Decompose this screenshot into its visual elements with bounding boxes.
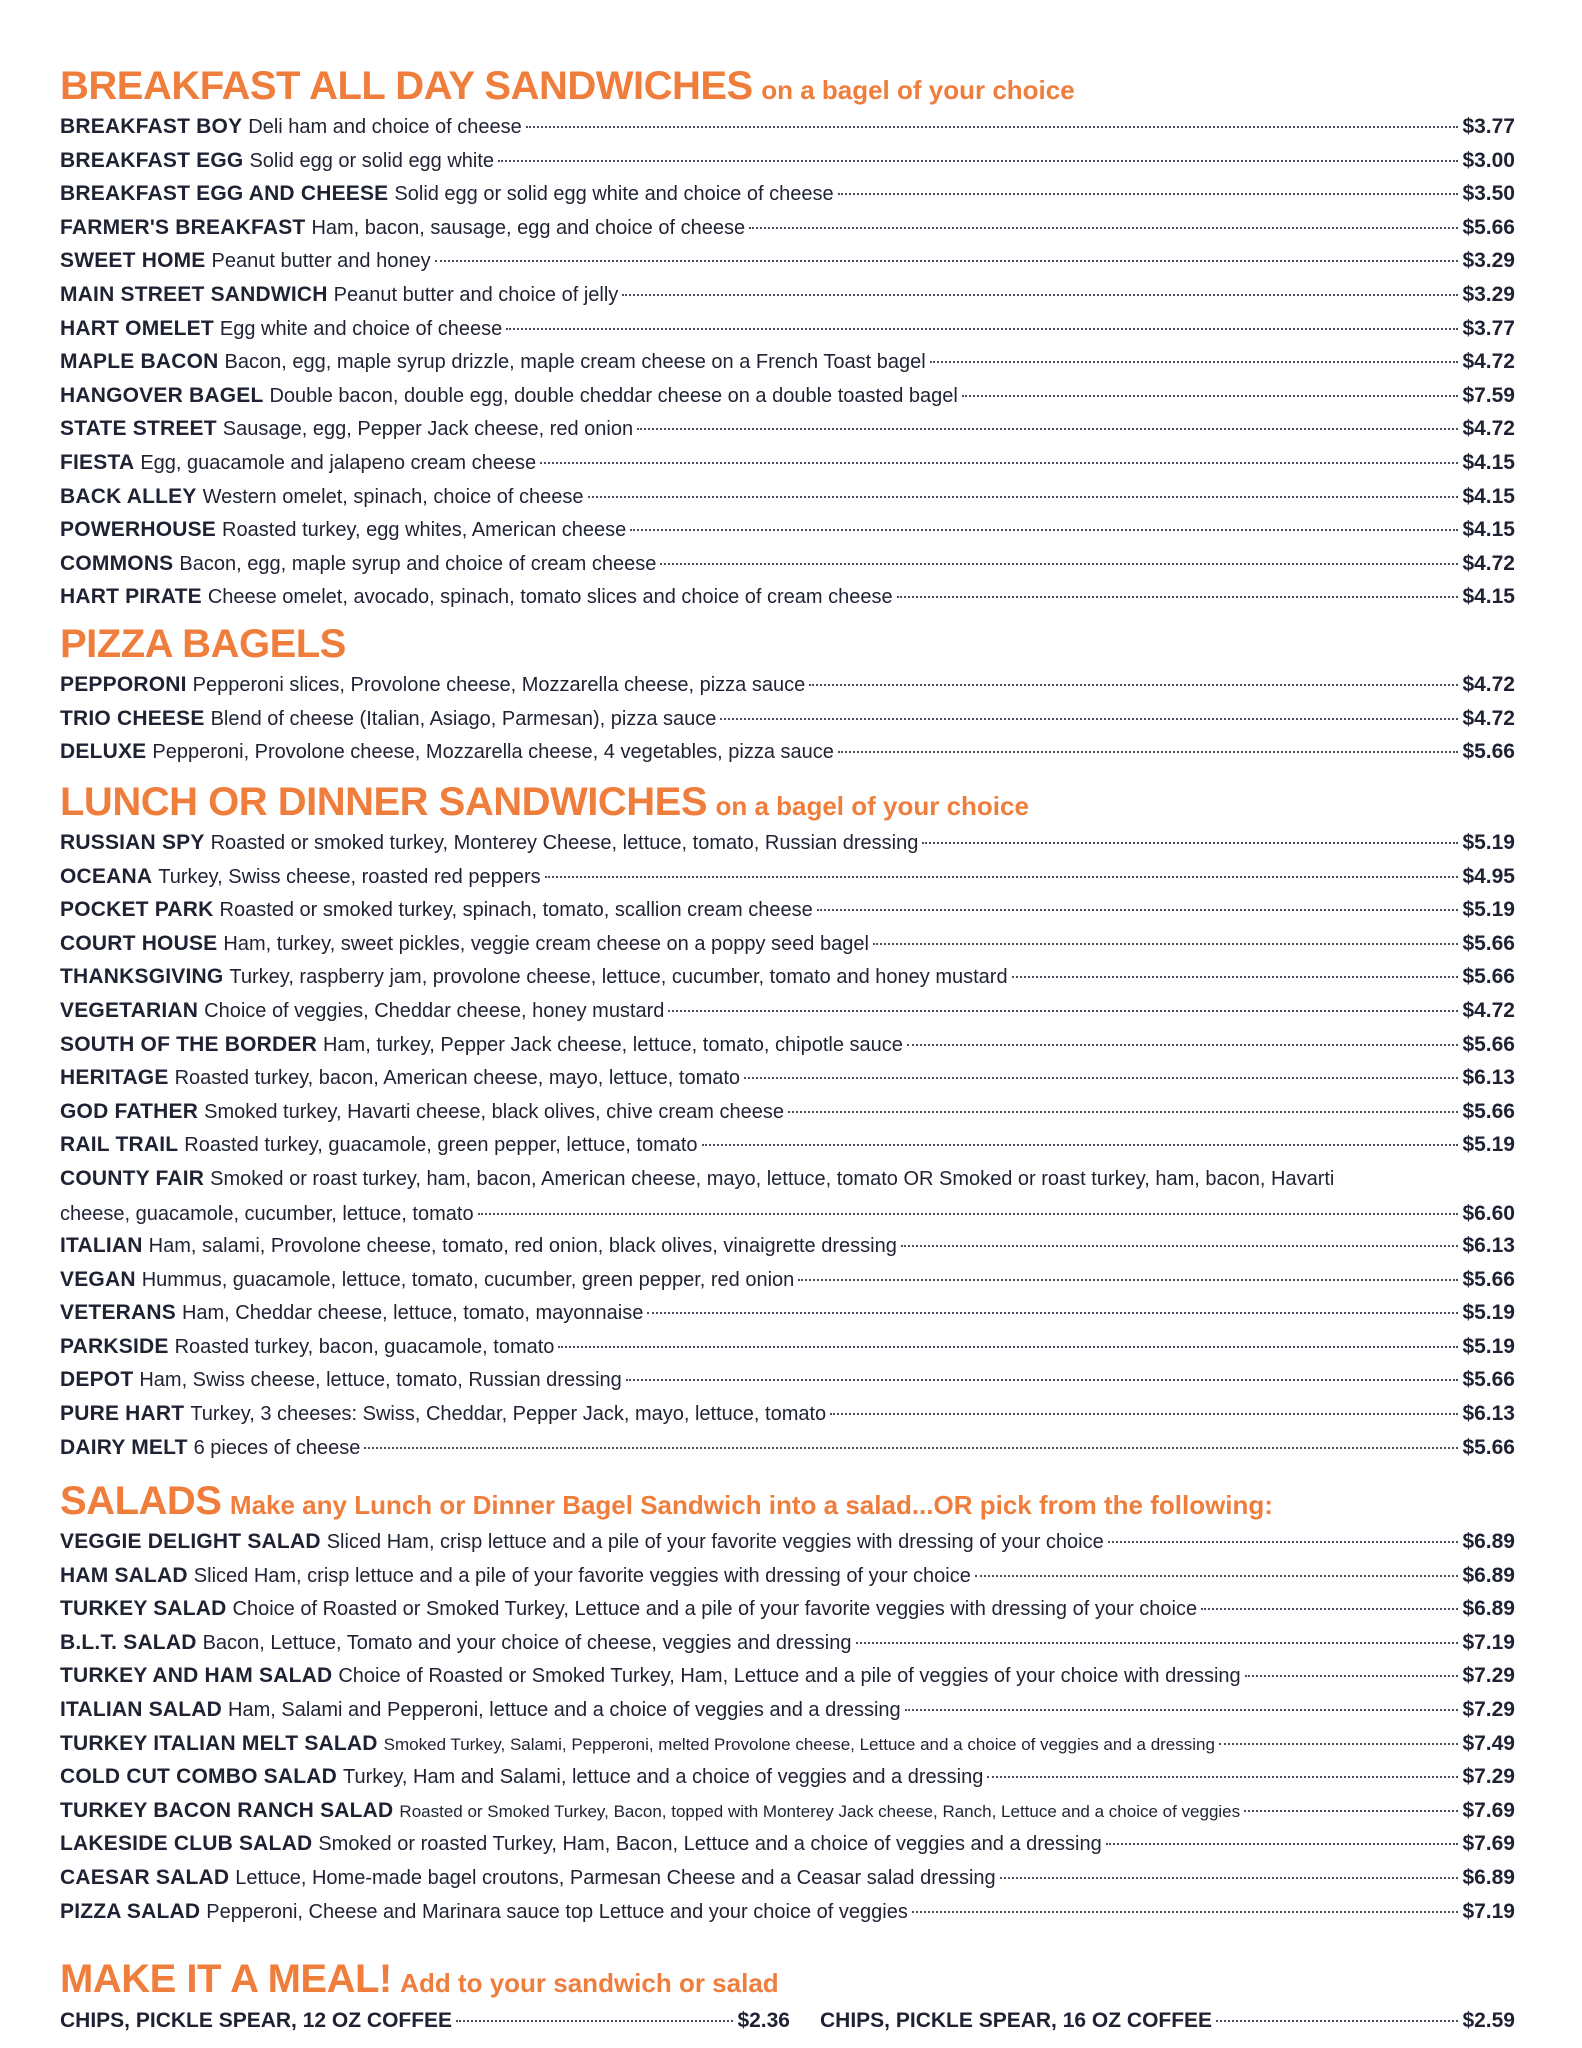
item-price: $5.66 xyxy=(1462,215,1515,239)
section-title: SALADS xyxy=(60,1479,222,1523)
menu-item xyxy=(60,1296,1515,1330)
item-name: ITALIAN SALAD xyxy=(60,1697,223,1721)
item-name: VETERANS xyxy=(60,1301,176,1325)
item-name: PIZZA SALAD xyxy=(60,1899,201,1923)
item-description: Peanut butter and honey xyxy=(211,250,431,273)
item-price: $4.72 xyxy=(1462,998,1515,1022)
item-description: Roasted or smoked turkey, Monterey Cheese, lettuce, tomato, Russian dressing xyxy=(210,832,919,854)
item-name: POWERHOUSE xyxy=(60,518,217,542)
dot-leader xyxy=(901,1245,1459,1247)
item-price: $4.15 xyxy=(1462,518,1515,542)
item-description: Turkey, 3 cheeses: Swiss, Cheddar, Pepper Jack, mayo, lettuce, tomato xyxy=(190,1402,827,1425)
item-description: Ham, salami, Provolone cheese, tomato, red onion, black olives, vinaigrette dressing xyxy=(148,1234,897,1257)
item-description: Choice of Roasted or Smoked Turkey, Ham, Lettuce and a pile of veggies of your choice with dressing xyxy=(338,1665,1241,1688)
item-name: FIESTA xyxy=(60,450,135,474)
menu-item xyxy=(60,144,1515,178)
item-name: FARMER'S BREAKFAST xyxy=(60,215,306,239)
item-name: COURT HOUSE xyxy=(60,931,218,955)
item-name: BREAKFAST BOY xyxy=(60,115,243,138)
item-description: Roasted turkey, egg whites, American cheese xyxy=(222,519,627,542)
item-price: $6.89 xyxy=(1462,1530,1515,1553)
menu-item xyxy=(60,1431,1515,1465)
meal-option-price: $2.36 xyxy=(737,2009,790,2032)
item-name: COUNTY FAIR xyxy=(60,1166,205,1190)
dot-leader xyxy=(1108,1541,1459,1543)
item-price: $6.13 xyxy=(1462,1066,1515,1090)
item-price: $4.72 xyxy=(1462,417,1515,441)
item-description: Smoked or roasted Turkey, Ham, Bacon, Lettuce and a choice of veggies and a dressing xyxy=(318,1833,1102,1856)
item-price: $5.66 xyxy=(1462,965,1515,989)
menu-item xyxy=(60,960,1515,994)
dot-leader xyxy=(1216,2020,1458,2022)
item-price: $4.15 xyxy=(1462,450,1515,474)
item-name: BREAKFAST EGG AND CHEESE xyxy=(60,182,389,206)
menu-item xyxy=(60,927,1515,961)
meal-option xyxy=(820,2003,1515,2039)
section-header xyxy=(60,620,1515,668)
item-description: Roasted turkey, guacamole, green pepper, lettuce, tomato xyxy=(184,1134,698,1157)
item-description: Turkey, raspberry jam, provolone cheese, lettuce, cucumber, tomato and honey mustard xyxy=(229,966,1008,989)
item-list xyxy=(60,668,1515,769)
item-list xyxy=(60,1525,1515,1928)
dot-leader xyxy=(435,260,1459,262)
menu-item xyxy=(60,1397,1515,1431)
item-name: COLD CUT COMBO SALAD xyxy=(60,1765,337,1789)
dot-leader xyxy=(647,1312,1458,1314)
item-description-cont: cheese, guacamole, cucumber, lettuce, tomato xyxy=(60,1202,474,1225)
item-price: $6.13 xyxy=(1462,1233,1515,1257)
item-name: ITALIAN xyxy=(60,1233,143,1257)
dot-leader xyxy=(626,1379,1459,1381)
section-title: LUNCH OR DINNER SANDWICHES xyxy=(60,780,707,824)
item-description: Lettuce, Home-made bagel croutons, Parmesan Cheese and a Ceasar salad dressing xyxy=(235,1866,996,1889)
dot-leader xyxy=(660,563,1458,565)
dot-leader xyxy=(668,1010,1458,1012)
dot-leader xyxy=(897,596,1459,598)
dot-leader xyxy=(912,1911,1459,1913)
menu-item xyxy=(60,244,1515,278)
item-price: $5.66 xyxy=(1462,1099,1515,1123)
section-lunch-dinner xyxy=(60,778,1515,1464)
meal-option-label: CHIPS, PICKLE SPEAR, 16 OZ COFFEE xyxy=(820,2009,1213,2032)
item-price: $3.77 xyxy=(1462,316,1515,340)
dot-leader xyxy=(364,1447,1458,1449)
item-name: TRIO CHEESE xyxy=(60,706,205,730)
menu-item xyxy=(60,994,1515,1028)
menu-item xyxy=(60,379,1515,413)
dot-leader xyxy=(1106,1843,1459,1845)
menu-item xyxy=(60,1363,1515,1397)
menu-item xyxy=(60,1827,1515,1861)
menu-item xyxy=(60,177,1515,211)
menu-item xyxy=(60,1659,1515,1693)
dot-leader xyxy=(1219,1743,1458,1745)
item-description: Solid egg or solid egg white and choice of cheese xyxy=(394,183,834,206)
dot-leader xyxy=(630,529,1458,531)
item-name: PEPPORONI xyxy=(60,673,187,696)
item-name: RUSSIAN SPY xyxy=(60,831,205,854)
item-price: $6.89 xyxy=(1462,1865,1515,1889)
item-price: $4.95 xyxy=(1462,864,1515,888)
dot-leader xyxy=(540,462,1458,464)
section-header xyxy=(60,62,1515,110)
item-description: Choice of veggies, Cheddar cheese, honey mustard xyxy=(204,999,665,1022)
item-name: VEGGIE DELIGHT SALAD xyxy=(60,1530,321,1553)
item-name: PARKSIDE xyxy=(60,1334,169,1358)
dot-leader xyxy=(962,395,1459,397)
item-price: $6.89 xyxy=(1462,1597,1515,1621)
menu-item xyxy=(60,668,1515,702)
menu-item xyxy=(60,278,1515,312)
section-title: MAKE IT A MEAL! xyxy=(60,1957,392,2001)
item-price: $7.29 xyxy=(1462,1664,1515,1688)
menu-item xyxy=(60,1861,1515,1895)
dot-leader xyxy=(526,126,1459,128)
menu-item xyxy=(60,110,1515,144)
item-name: B.L.T. SALAD xyxy=(60,1630,197,1654)
item-description: Deli ham and choice of cheese xyxy=(248,116,522,138)
dot-leader xyxy=(456,2020,733,2022)
dot-leader xyxy=(905,1709,1459,1711)
dot-leader xyxy=(720,718,1458,720)
dot-leader xyxy=(987,1776,1458,1778)
item-name: SWEET HOME xyxy=(60,249,206,273)
item-name: RAIL TRAIL xyxy=(60,1133,179,1157)
item-description: Turkey, Ham and Salami, lettuce and a choice of veggies and a dressing xyxy=(342,1766,984,1789)
menu-item xyxy=(60,1095,1515,1129)
menu-item xyxy=(60,480,1515,514)
item-price: $7.69 xyxy=(1462,1798,1515,1822)
section-make-it-a-meal xyxy=(60,1955,1515,2039)
item-line xyxy=(60,1162,1515,1197)
item-description: Roasted turkey, bacon, American cheese, mayo, lettuce, tomato xyxy=(174,1067,741,1090)
item-price: $7.49 xyxy=(1462,1731,1515,1755)
dot-leader xyxy=(817,909,1459,911)
item-price: $5.66 xyxy=(1462,740,1515,764)
dot-leader xyxy=(498,160,1458,162)
item-name: HERITAGE xyxy=(60,1066,169,1090)
menu-item xyxy=(60,446,1515,480)
item-description: Blend of cheese (Italian, Asiago, Parmesan), pizza sauce xyxy=(210,707,717,730)
menu-item xyxy=(60,580,1515,614)
menu-item xyxy=(60,412,1515,446)
item-description: Western omelet, spinach, choice of cheese xyxy=(202,485,584,508)
item-price: $4.15 xyxy=(1462,484,1515,508)
menu-item xyxy=(60,702,1515,736)
dot-leader xyxy=(1201,1608,1458,1610)
item-description: Turkey, Swiss cheese, roasted red peppers xyxy=(158,865,541,888)
item-line xyxy=(60,1197,1515,1232)
item-description: Sausage, egg, Pepper Jack cheese, red onion xyxy=(222,418,634,441)
menu-item xyxy=(60,1330,1515,1364)
menu-item xyxy=(60,1559,1515,1593)
item-description: Peanut butter and choice of jelly xyxy=(333,283,619,306)
meal-option xyxy=(60,2003,790,2039)
item-description: Ham, bacon, sausage, egg and choice of cheese xyxy=(311,216,746,239)
dot-leader xyxy=(838,193,1459,195)
item-price: $7.19 xyxy=(1462,1899,1515,1923)
menu-item xyxy=(60,826,1515,860)
section-title: BREAKFAST ALL DAY SANDWICHES xyxy=(60,64,753,108)
menu-item xyxy=(60,1626,1515,1660)
item-name: HANGOVER BAGEL xyxy=(60,383,264,407)
item-price: $7.29 xyxy=(1462,1697,1515,1721)
dot-leader xyxy=(922,842,1458,844)
item-price: $4.15 xyxy=(1462,585,1515,609)
item-description: Pepperoni, Provolone cheese, Mozzarella cheese, 4 vegetables, pizza sauce xyxy=(152,741,834,764)
item-description: Pepperoni, Cheese and Marinara sauce top Lettuce and your choice of veggies xyxy=(206,1900,908,1923)
section-salads xyxy=(60,1477,1515,1928)
section-subtitle: on a bagel of your choice xyxy=(715,791,1029,821)
meal-options xyxy=(60,2003,1515,2039)
item-description: Cheese omelet, avocado, spinach, tomato slices and choice of cream cheese xyxy=(207,586,893,609)
item-price: $7.59 xyxy=(1462,383,1515,407)
menu-item xyxy=(60,513,1515,547)
dot-leader xyxy=(588,496,1459,498)
item-price: $3.77 xyxy=(1462,115,1515,138)
item-name: BREAKFAST EGG xyxy=(60,148,244,172)
item-name: DEPOT xyxy=(60,1368,134,1392)
item-price: $4.72 xyxy=(1462,350,1515,374)
item-price: $5.19 xyxy=(1462,1301,1515,1325)
item-list xyxy=(60,826,1515,1464)
dot-leader xyxy=(558,1346,1458,1348)
dot-leader xyxy=(809,684,1458,686)
item-name: TURKEY SALAD xyxy=(60,1597,227,1621)
item-description: Pepperoni slices, Provolone cheese, Mozzarella cheese, pizza sauce xyxy=(192,674,806,696)
dot-leader xyxy=(637,428,1458,430)
item-name: BACK ALLEY xyxy=(60,484,197,508)
item-description: Smoked turkey, Havarti cheese, black olives, chive cream cheese xyxy=(204,1100,785,1123)
item-description: Ham, Salami and Pepperoni, lettuce and a choice of veggies and a dressing xyxy=(228,1698,901,1721)
item-price: $7.69 xyxy=(1462,1832,1515,1856)
item-description: Roasted turkey, bacon, guacamole, tomato xyxy=(174,1335,555,1358)
menu-item xyxy=(60,1727,1515,1761)
dot-leader xyxy=(1000,1877,1459,1879)
menu-item xyxy=(60,735,1515,769)
item-name: VEGETARIAN xyxy=(60,998,199,1022)
menu-item xyxy=(60,1028,1515,1062)
dot-leader xyxy=(930,361,1459,363)
item-price: $5.19 xyxy=(1462,1334,1515,1358)
dot-leader xyxy=(1245,1675,1459,1677)
item-description: Sliced Ham, crisp lettuce and a pile of your favorite veggies with dressing of your choice xyxy=(326,1531,1104,1553)
item-description: Sliced Ham, crisp lettuce and a pile of your favorite veggies with dressing of your choice xyxy=(193,1564,971,1587)
section-pizza-bagels xyxy=(60,620,1515,769)
section-header xyxy=(60,1477,1515,1525)
dot-leader xyxy=(702,1144,1459,1146)
item-price: $5.19 xyxy=(1462,1133,1515,1157)
section-header xyxy=(60,1955,1515,2003)
item-name: STATE STREET xyxy=(60,417,217,441)
item-price: $5.66 xyxy=(1462,1267,1515,1291)
item-price: $3.29 xyxy=(1462,249,1515,273)
dot-leader xyxy=(506,328,1458,330)
menu-item xyxy=(60,860,1515,894)
item-description: Roasted or Smoked Turkey, Bacon, topped with Monterey Jack cheese, Ranch, Lettuce and a choice of veggies xyxy=(399,1801,1241,1821)
item-description: Bacon, Lettuce, Tomato and your choice of cheese, veggies and dressing xyxy=(202,1631,852,1654)
dot-leader xyxy=(478,1213,1459,1215)
item-name: CAESAR SALAD xyxy=(60,1865,230,1889)
item-price: $3.00 xyxy=(1462,148,1515,172)
item-name: OCEANA xyxy=(60,864,153,888)
item-description: Egg white and choice of cheese xyxy=(219,317,503,340)
item-price: $5.19 xyxy=(1462,898,1515,922)
dot-leader xyxy=(1244,1810,1458,1812)
section-breakfast xyxy=(60,62,1515,614)
item-description: Smoked Turkey, Salami, Pepperoni, melted Provolone cheese, Lettuce and a choice of veggies and a dressing xyxy=(383,1734,1215,1754)
menu-item xyxy=(60,211,1515,245)
item-name: SOUTH OF THE BORDER xyxy=(60,1032,317,1056)
section-subtitle: Add to your sandwich or salad xyxy=(400,1968,779,1998)
menu-item xyxy=(60,893,1515,927)
item-name: HART OMELET xyxy=(60,316,214,340)
item-price: $6.89 xyxy=(1462,1563,1515,1587)
item-list xyxy=(60,110,1515,614)
item-price: $6.60 xyxy=(1462,1201,1515,1225)
menu-item xyxy=(60,1592,1515,1626)
menu-item xyxy=(60,1794,1515,1828)
section-title: PIZZA BAGELS xyxy=(60,622,346,666)
item-name: DAIRY MELT xyxy=(60,1435,188,1459)
dot-leader xyxy=(545,876,1459,878)
item-price: $7.29 xyxy=(1462,1765,1515,1789)
item-name: TURKEY ITALIAN MELT SALAD xyxy=(60,1731,378,1755)
item-name: TURKEY BACON RANCH SALAD xyxy=(60,1798,394,1822)
meal-option-label: CHIPS, PICKLE SPEAR, 12 OZ COFFEE xyxy=(60,2009,453,2032)
section-subtitle: Make any Lunch or Dinner Bagel Sandwich into a salad...OR pick from the following: xyxy=(229,1490,1273,1520)
dot-leader xyxy=(907,1044,1459,1046)
item-price: $6.13 xyxy=(1462,1401,1515,1425)
item-description: Double bacon, double egg, double cheddar cheese on a double toasted bagel xyxy=(269,384,958,407)
item-description: Ham, Cheddar cheese, lettuce, tomato, mayonnaise xyxy=(181,1302,644,1325)
item-price: $4.72 xyxy=(1462,673,1515,696)
menu-item xyxy=(60,1693,1515,1727)
item-description: Smoked or roast turkey, ham, bacon, American cheese, mayo, lettuce, tomato OR Smoked or roast turkey, ham, bacon, Havarti xyxy=(210,1167,1335,1190)
item-description: Egg, guacamole and jalapeno cream cheese xyxy=(140,451,537,474)
dot-leader xyxy=(744,1077,1458,1079)
item-name: COMMONS xyxy=(60,551,174,575)
dot-leader xyxy=(975,1575,1459,1577)
item-name: DELUXE xyxy=(60,740,147,764)
menu-item xyxy=(60,1760,1515,1794)
menu-item xyxy=(60,547,1515,581)
dot-leader xyxy=(798,1279,1458,1281)
item-name: HAM SALAD xyxy=(60,1563,188,1587)
menu-item xyxy=(60,312,1515,346)
menu-item xyxy=(60,345,1515,379)
item-price: $5.66 xyxy=(1462,1368,1515,1392)
item-description: Choice of Roasted or Smoked Turkey, Lettuce and a pile of your favorite veggies with dressing of your choice xyxy=(232,1598,1198,1621)
item-description: 6 pieces of cheese xyxy=(193,1436,361,1459)
meal-option-price: $2.59 xyxy=(1462,2009,1515,2032)
item-name: PURE HART xyxy=(60,1401,185,1425)
item-name: THANKSGIVING xyxy=(60,965,224,989)
item-name: LAKESIDE CLUB SALAD xyxy=(60,1832,313,1856)
item-name: HART PIRATE xyxy=(60,585,202,609)
menu-item xyxy=(60,1263,1515,1297)
item-description: Ham, Swiss cheese, lettuce, tomato, Russian dressing xyxy=(139,1369,622,1392)
dot-leader xyxy=(856,1642,1459,1644)
item-price: $3.29 xyxy=(1462,282,1515,306)
menu-item xyxy=(60,1229,1515,1263)
item-price: $5.19 xyxy=(1462,831,1515,854)
item-description: Solid egg or solid egg white xyxy=(249,149,495,172)
item-description: Ham, turkey, sweet pickles, veggie cream cheese on a poppy seed bagel xyxy=(223,932,869,955)
item-price: $4.72 xyxy=(1462,706,1515,730)
item-description: Ham, turkey, Pepper Jack cheese, lettuce, tomato, chipotle sauce xyxy=(322,1033,903,1056)
item-price: $5.66 xyxy=(1462,1435,1515,1459)
menu-item xyxy=(60,1128,1515,1162)
item-price: $4.72 xyxy=(1462,551,1515,575)
item-name: MAIN STREET SANDWICH xyxy=(60,282,328,306)
dot-leader xyxy=(749,227,1458,229)
item-description: Roasted or smoked turkey, spinach, tomato, scallion cream cheese xyxy=(219,899,813,922)
item-price: $5.66 xyxy=(1462,1032,1515,1056)
dot-leader xyxy=(838,751,1459,753)
item-name: GOD FATHER xyxy=(60,1099,199,1123)
section-header xyxy=(60,778,1515,826)
menu-item xyxy=(60,1162,1515,1229)
dot-leader xyxy=(622,294,1458,296)
item-price: $7.19 xyxy=(1462,1630,1515,1654)
dot-leader xyxy=(788,1111,1458,1113)
item-name: POCKET PARK xyxy=(60,898,214,922)
item-name: MAPLE BACON xyxy=(60,350,219,374)
item-name: TURKEY AND HAM SALAD xyxy=(60,1664,333,1688)
item-price: $5.66 xyxy=(1462,931,1515,955)
item-description: Hummus, guacamole, lettuce, tomato, cucumber, green pepper, red onion xyxy=(141,1268,795,1291)
item-description: Bacon, egg, maple syrup and choice of cream cheese xyxy=(179,552,657,575)
item-price: $3.50 xyxy=(1462,182,1515,206)
section-subtitle: on a bagel of your choice xyxy=(761,75,1075,105)
item-name: VEGAN xyxy=(60,1267,136,1291)
menu-item xyxy=(60,1895,1515,1929)
item-description: Bacon, egg, maple syrup drizzle, maple cream cheese on a French Toast bagel xyxy=(224,351,926,374)
dot-leader xyxy=(830,1413,1458,1415)
menu-item xyxy=(60,1525,1515,1559)
dot-leader xyxy=(873,943,1459,945)
dot-leader xyxy=(1012,976,1459,978)
menu-item xyxy=(60,1061,1515,1095)
